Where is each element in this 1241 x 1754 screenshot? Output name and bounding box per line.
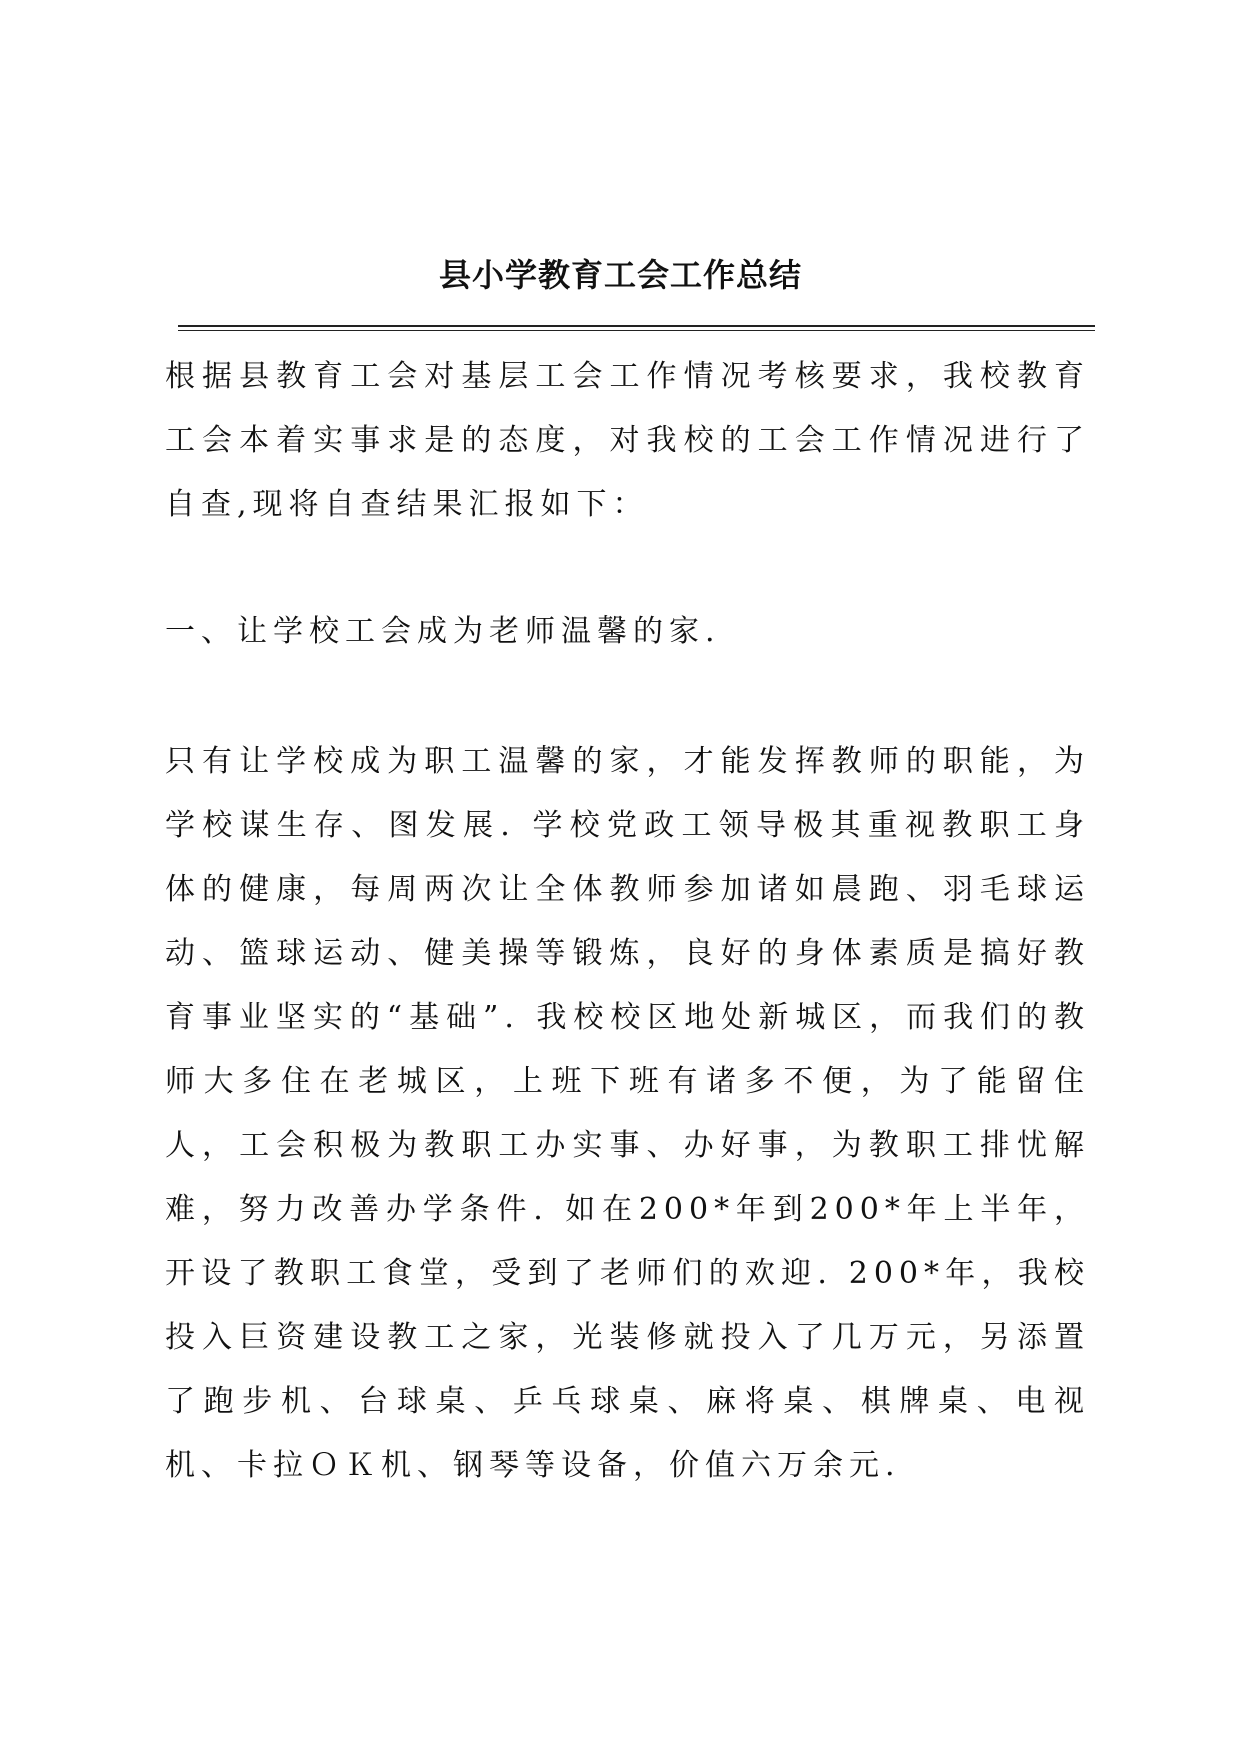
intro-paragraph: 根据县教育工会对基层工会工作情况考核要求，我校教育工会本着实事求是的态度，对我校的工会工作情况进行了自查,现将自查结果汇报如下： (165, 359, 1090, 522)
section-1-body: 只有让学校成为职工温馨的家，才能发挥教师的职能，为学校谋生存、图发展. 学校党政工领导极其重视教职工身体的健康，每周两次让全体教师参加诸如晨跑、羽毛球运动、篮球运动、健美操等锻炼，良好的身体素质是搞好教育事业坚实的“基础”. 我校校区地处新城区，而我们的教师大多住在老城区，上班下班有诸多不便，为了能留住人，工会积极为教职工办实事、办好事，为教职工排忧解难，努力改善办学条件. 如在200*年到200*年上半年，开设了教职工食堂，受到了老师们的欢迎. 200*年，我校投入巨资建设教工之家，光装修就投入了几万元，另添置了跑步机、台球桌、乒乓球桌、麻将桌、棋牌桌、电视机、卡拉ＯＫ机、钢琴等设备，价值六万余元. (165, 744, 1090, 1483)
section-1-heading: 一、让学校工会成为老师温馨的家. (165, 614, 721, 649)
document-title: 县小学教育工会工作总结 (438, 256, 802, 294)
title-divider (178, 325, 1095, 331)
